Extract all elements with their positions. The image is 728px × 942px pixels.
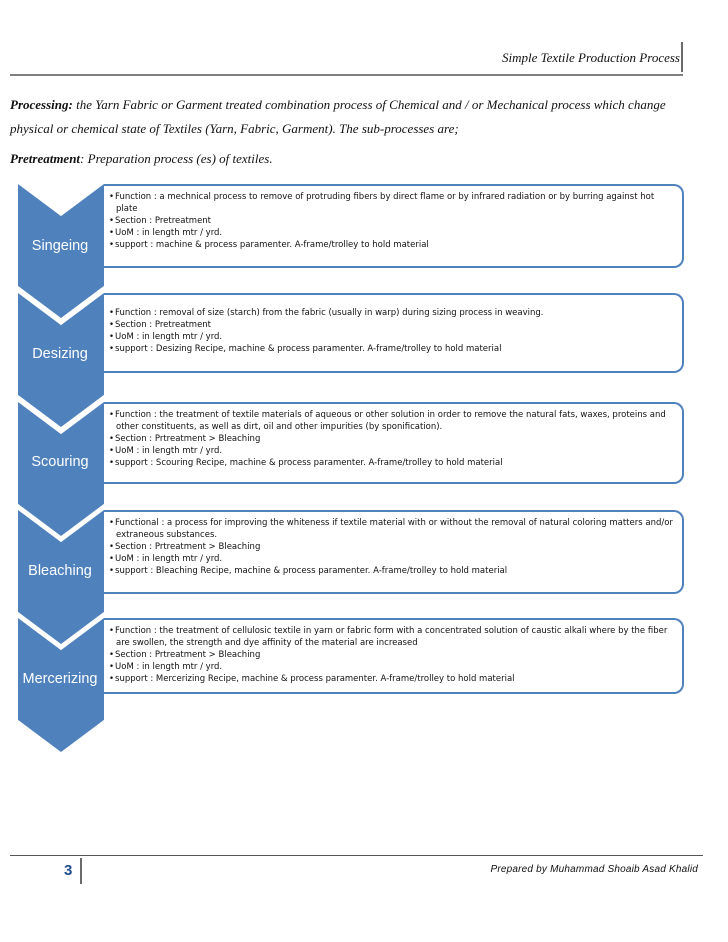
step-item: • support : machine & process paramenter. A-frame/trolley to hold material: [108, 239, 674, 251]
step-item: • UoM : in length mtr / yrd.: [108, 331, 674, 343]
step-item: • Section : Pretreatment: [108, 319, 674, 331]
prepared-by: Prepared by Muhammad Shoaib Asad Khalid: [490, 864, 698, 875]
header-title: Simple Textile Production Process: [501, 50, 680, 65]
step-item: • Section : Prtreatment > Bleaching: [108, 649, 674, 661]
intro-term: Processing:: [10, 97, 73, 112]
step-item: • Functional : a process for improving the whiteness if textile material with or without the removal of natural coloring matters and/or extraneous substances.: [108, 517, 674, 541]
step-item: • UoM : in length mtr / yrd.: [108, 553, 674, 565]
footer-divider: [80, 858, 82, 884]
step-card-desizing: [104, 293, 684, 373]
step-label: Scouring: [31, 454, 89, 470]
step-card-singeing: [104, 184, 684, 268]
step-card-bleaching: [104, 510, 684, 594]
step-item: • Function : removal of size (starch) from the fabric (usually in warp) during sizing process in weaving.: [108, 307, 674, 319]
step-item: • support : Bleaching Recipe, machine & process paramenter. A-frame/trolley to hold material: [108, 565, 674, 577]
step-item: • UoM : in length mtr / yrd.: [108, 227, 674, 239]
step-item: • Function : a mechnical process to remove of protruding fibers by direct flame or by infrared radiation or by burring against hot plate: [108, 191, 674, 215]
step-item: • Section : Prtreatment > Bleaching: [108, 541, 674, 553]
step-item: • Section : Prtreatment > Bleaching: [108, 433, 674, 445]
step-item: • support : Desizing Recipe, machine & process paramenter. A-frame/trolley to hold material: [108, 343, 674, 355]
intro-paragraph: [10, 93, 700, 141]
step-item: • support : Scouring Recipe, machine & process paramenter. A-frame/trolley to hold material: [108, 457, 674, 469]
step-item: • UoM : in length mtr / yrd.: [108, 661, 674, 673]
intro-text: the Yarn Fabric or Garment treated combination process of Chemical and / or Mechanical process which change physical or chemical state of Textiles (Yarn, Fabric, Garment). The sub-processes are;: [10, 97, 666, 136]
footer-rule: [10, 855, 703, 856]
step-item: • Function : the treatment of textile materials of aqueous or other solution in order to remove the natural fats, waxes, proteins and other constituents, as well as dirt, oil and other impurities (by sponification).: [108, 409, 674, 433]
pretreatment-text: : Preparation process (es) of textiles.: [80, 151, 273, 166]
step-card-mercerizing: [104, 618, 684, 694]
pretreatment-line: [10, 151, 273, 167]
step-card-scouring: [104, 402, 684, 484]
step-item: • UoM : in length mtr / yrd.: [108, 445, 674, 457]
header-rule: [10, 74, 683, 76]
step-item: • support : Mercerizing Recipe, machine & process paramenter. A-frame/trolley to hold material: [108, 673, 674, 685]
step-item: • Section : Pretreatment: [108, 215, 674, 227]
pretreatment-term: Pretreatment: [10, 151, 81, 166]
header-divider: [681, 42, 683, 72]
step-label: Bleaching: [28, 563, 92, 579]
step-label: Singeing: [31, 238, 89, 254]
step-label: Desizing: [32, 346, 88, 362]
step-item: • Function : the treatment of cellulosic textile in yarn or fabric form with a concentrated solution of caustic alkali where by the fiber are swollen, the strength and dye affinity of the material are increased: [108, 625, 674, 649]
step-label: Mercerizing: [22, 671, 98, 687]
page-number: 3: [64, 862, 73, 879]
